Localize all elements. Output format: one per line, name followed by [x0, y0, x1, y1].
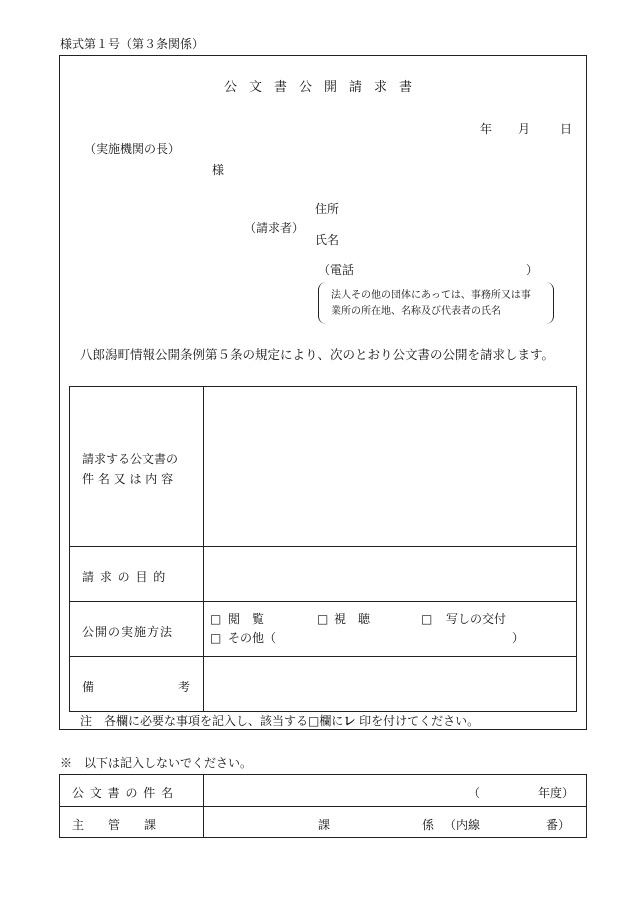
table-row-divider — [70, 546, 576, 547]
other-checkbox[interactable]: □ — [210, 631, 222, 645]
phone-close: ） — [526, 263, 539, 277]
copy-checkbox[interactable]: □ — [421, 612, 433, 626]
phone-label: （電話 — [318, 263, 355, 277]
form-type-label: 様式第１号（第３条関係） — [60, 37, 205, 51]
office-table-row-divider — [60, 806, 586, 807]
document-subject-label-line1: 請求する公文書の — [82, 452, 179, 466]
fiscal-year-label: 年度） — [538, 786, 575, 800]
office-use-table — [59, 774, 587, 838]
date-month-label: 月 — [518, 122, 531, 136]
name-label: 氏名 — [315, 233, 340, 247]
listen-checkbox[interactable]: □ — [317, 612, 329, 626]
date-day-label: 日 — [560, 122, 573, 136]
remarks-label-b: 考 — [178, 680, 191, 694]
corporate-note-line2: 業所の所在地、名称及び代表者の氏名 — [331, 306, 501, 317]
table-column-divider — [203, 387, 204, 711]
other-option-close: ） — [512, 631, 525, 645]
agency-head-label: （実施機関の長） — [84, 142, 181, 156]
table-row-divider — [70, 656, 576, 657]
corporate-note-line1: 法人その他の団体にあっては、事務所又は事 — [331, 290, 531, 301]
corporate-note-bracket — [318, 282, 554, 324]
other-option-label: その他（ — [228, 631, 277, 645]
address-label: 住所 — [315, 202, 340, 216]
view-option-label: 閲 覧 — [228, 612, 265, 626]
date-year-label: 年 — [480, 122, 493, 136]
remarks-label-a: 備 — [82, 680, 95, 694]
unit-label: 係 — [422, 818, 435, 832]
section-label: 課 — [318, 818, 331, 832]
view-checkbox[interactable]: □ — [210, 612, 222, 626]
table-row-divider — [70, 601, 576, 602]
check-mark-icon: レ — [343, 714, 356, 728]
extension-label: （内線 — [444, 818, 481, 832]
request-details-table — [69, 386, 577, 712]
request-statement: 八郎潟町情報公開条例第５条の規定により、次のとおり公文書の公開を請求します。 — [80, 347, 555, 362]
disclosure-method-label: 公開の実施方法 — [82, 625, 174, 639]
office-use-note: ※ 以下は記入しないでください。 — [60, 756, 253, 770]
listen-option-label: 視 聴 — [334, 612, 371, 626]
document-subject-label-line2: 件 名 又 は 内 容 — [82, 472, 174, 486]
footnote-text-end: 印を付けてください。 — [355, 714, 480, 728]
honorific-label: 様 — [212, 163, 225, 177]
form-title: 公文書公開請求書 — [223, 80, 424, 95]
requester-label: （請求者） — [244, 221, 305, 235]
document-name-label: 公 文 書 の 件 名 — [72, 786, 175, 800]
copy-option-label: 写しの交付 — [446, 612, 507, 626]
extension-close: 番） — [546, 818, 571, 832]
footnote — [80, 715, 479, 727]
request-purpose-label: 請 求 の 目 的 — [82, 570, 167, 584]
fiscal-year-open: （ — [468, 786, 481, 800]
request-form-frame — [59, 55, 587, 730]
footnote-text: 注 各欄に必要な事項を記入し、該当する□欄に — [80, 714, 344, 728]
department-label: 主 管 課 — [72, 818, 157, 832]
